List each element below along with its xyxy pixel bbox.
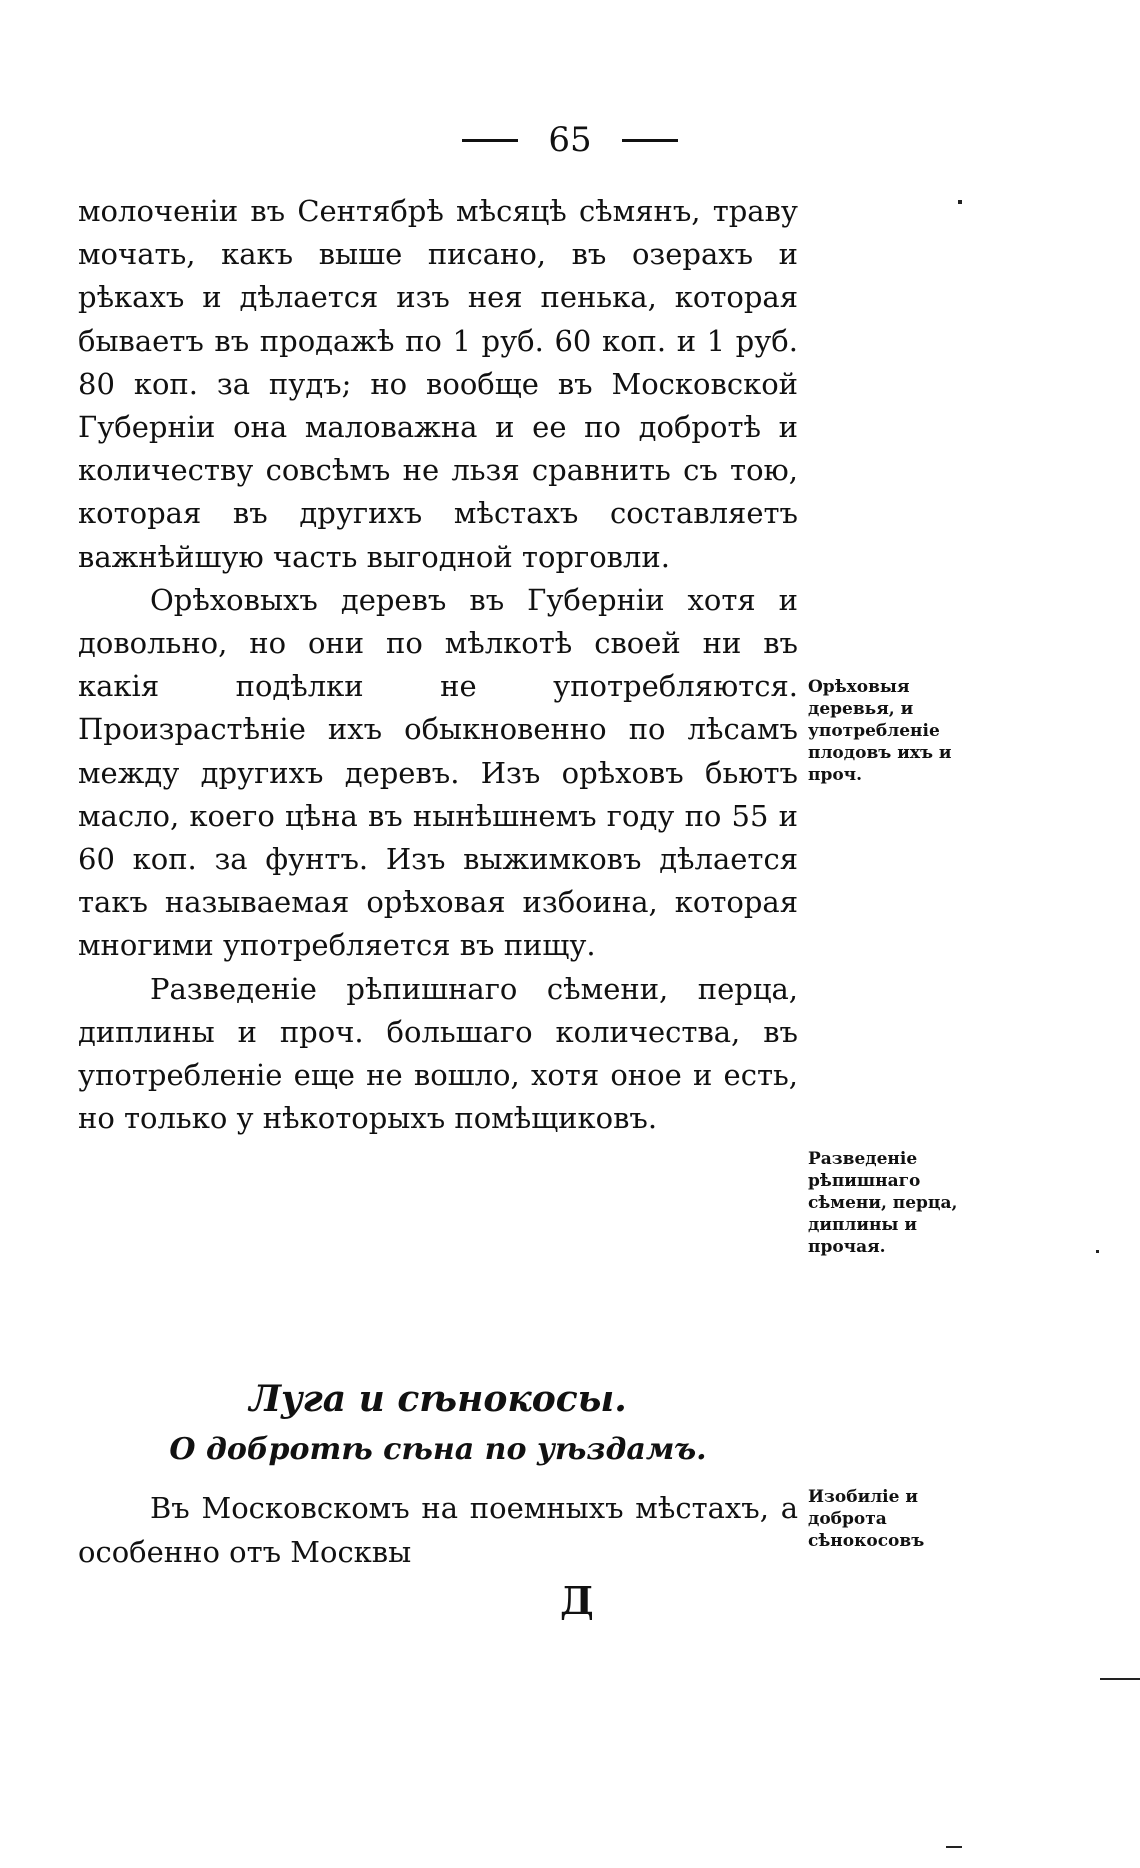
paragraph-seeds: Разведеніе рѣпишнаго сѣмени, перца, диплины и проч. большаго количества, въ употребленіе еще не вошло, хотя оное и есть, но только у нѣкоторыхъ помѣщиковъ.	[78, 971, 798, 1136]
margin-note-seeds: Разведеніе рѣпишнаго сѣмени, перца, диплины и прочая.	[808, 1149, 958, 1257]
speck	[958, 200, 962, 204]
header-rule-left	[462, 139, 518, 142]
section-subtitle: О добротѣ сѣна по уѣздамъ.	[169, 1432, 707, 1467]
speck	[1100, 1678, 1140, 1680]
header-rule-right	[622, 139, 678, 142]
paragraph-walnuts: Орѣховыхъ деревъ въ Губерніи хотя и довольно, но они по мѣлкотѣ своей ни въ какія подѣлки не употребляются. Произрастѣніе ихъ обыкновенно по лѣсамъ между другихъ деревъ. Изъ орѣховъ бьютъ масло, коего цѣна въ нынѣшнемъ году по 55 и 60 коп. за фунтъ. Изъ выжимковъ дѣлается такъ называемая орѣховая избоина, которая многими употребляется въ пищу.	[78, 582, 798, 963]
margin-note-meadows: Изобиліе и доброта сѣнокосовъ	[808, 1487, 925, 1551]
margin-note-walnuts: Орѣховыя деревья, и употребленіе плодовъ ихъ и проч.	[808, 677, 952, 785]
paragraph-hemp: молоченіи въ Сентябрѣ мѣсяцѣ сѣмянъ, траву мочать, какъ выше писано, въ озерахъ и рѣкахъ и дѣлается изъ нея пенька, которая бываетъ въ продажѣ по 1 руб. 60 коп. и 1 руб. 80 коп. за пудъ; но вообще въ Московской Губерніи она маловажна и ее по добротѣ и количеству совсѣмъ не льзя сравнить съ тою, которая въ другихъ мѣстахъ составляетъ важнѣйшую часть выгодной торговли.	[78, 194, 798, 574]
signature-mark: Д	[560, 1578, 594, 1623]
main-text	[78, 190, 798, 1140]
speck	[946, 1846, 962, 1848]
section-text	[78, 1486, 798, 1574]
section-title: Луга и сѣнокосы.	[249, 1378, 627, 1420]
page-number: 65	[548, 120, 592, 160]
speck	[1096, 1250, 1099, 1253]
paragraph-meadows: Въ Московскомъ на поемныхъ мѣстахъ, а особенно отъ Москвы	[78, 1491, 798, 1569]
page-header	[0, 118, 1140, 168]
